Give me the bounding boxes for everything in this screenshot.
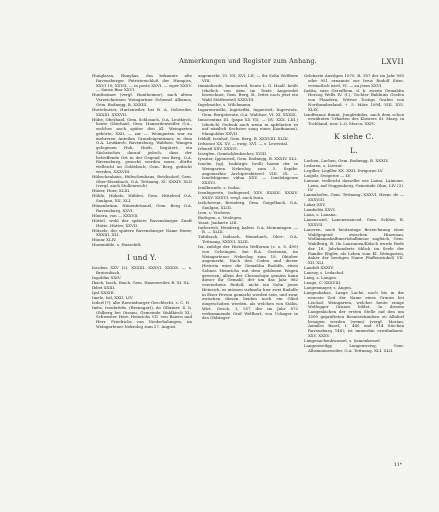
index-entry: Hühle, Hühele, Hüblen, Gem. Hittelred O.A. Saulgau, XII. XLI. [92, 193, 192, 203]
index-entry: Irdsoncz XX. XV. — ewig. XVI. — s. Lewental. [198, 141, 289, 146]
index-entry: Yasat, Jankarte LIII. [198, 219, 238, 225]
index-entry: Ingarenriedhi, Ingiriedbi, Ingaeried, Ingerwotz, Gem. Bergatreute, O.A. Waldsee, VI. XI. XXXIX. [198, 107, 298, 117]
index-entry: Legiller, Legiller XX. XXII. Swigorue LV. [304, 167, 384, 173]
index-entry: Isseglen, Gemüchlenbacher, XVIII. [198, 151, 268, 156]
index-entry: Hünenbrünn, Hünenbrünnel, Gem. Berg O.A. Ravensburg, XXVI. [92, 203, 192, 213]
index-entry: angemerkt, VI. VII. XVI. LII; — ihr Sohn Welfhem VIII. [198, 73, 298, 83]
header-title: Anmerkungen und Register zum Anhang. [179, 58, 317, 65]
index-entry: Isnelin (sg), Isnbürgis (woll) haene der in Weingarten Nekrolog zum 5. Septbr. angemerkte Archipresbiterel VIII. IX. — Isnelebigeme vidua XXV. — Isnelebigeum XXXVI. [198, 161, 298, 185]
index-entry: Huntheimer (vergl. Huntheimer), nach altem Verzeichnissen Weingartner Schemel Albanus, Gem. Bodnegg, B. XXXIII. [92, 92, 192, 107]
index-entry: Lanezy, s. Ledachof. [304, 270, 345, 275]
index-entry: Irbbilf, Isenhof, Gem. Berg, B. XXXVIII. XLIII. [198, 136, 289, 141]
index-entry: Hüner, Huer, XLIII. [92, 188, 131, 194]
index-entry: Hünera, von — XXXVII. [92, 212, 139, 218]
index-entry: Innocentius III. (papa XX VII. — (IV. XXX. LIII.) (ehelich) Gedenk auch wenn in apfelarten es auf nämlich Sechster saug eines Kaufmanns), Mangoldus XXVII. [198, 116, 298, 136]
index-entry: Lana, s. Lanana. [304, 212, 337, 217]
index-entry: Laigolr, Swigeroe — LV. [304, 172, 352, 178]
index-entry: Hurtelmeier, Hurtenwiler, bei B. A. Gebweiler, XXXIII. XXXVII. [92, 106, 192, 117]
index-entry: Hübschenhaus, Hübschenhaus, Reichsdorf, Gem. Ober-Eisenbach, O.A. Tettnang, XI. XXXIV. XLII (vergl. auch Stollenreich). [92, 173, 192, 189]
index-entry: Hüttel, wohl der spätere Ravensburger Zunft Hütte, Hütter, XXVII. [92, 217, 192, 228]
index-column-1 [92, 74, 192, 330]
index-entry: Iren, s. Vrebens. [198, 209, 232, 215]
index-entry: Lange, C. XXXVIII. [304, 280, 342, 285]
index-entry: Orleharte Ausslgen 1070, B. 187 der im Jahr 950 oder 951 ernannte zur Irrus Rudolf Sitze, vermutlich wird, VI. — zu jeem XXVI. [304, 73, 404, 88]
index-entry: Ipsl XXXIII. [92, 289, 115, 295]
index-entry: Ledaren, s. Lievrat. [304, 162, 344, 168]
index-entry: Iseloherent, Brenderg, Gem. Goigelbach, O.A. Saulgau, XLIII. [198, 199, 298, 210]
index-entry: Imele, Isil, XXII. LIV. [92, 294, 134, 300]
index-entry: Iyssitor, Ipponried, Gem. Bodnegg, B. XXXIV. XLI. [198, 156, 298, 161]
index-entry: Hübe, Oberhaid, Gem. Schlosach, O.A. Leutkirch, heute Oberhaid, Gem. Hamerdenweiler O.A., welches noch später den Kl. Weingarten gehörte, XXII. — zur —. Weingarten war zu mehreren Anteilen Grundeigentümer, in dem O.A. Leutkirch, Ravensburg, Waldsee, Wangen gelegenen Hub, Hueb, begütert; ein Sächsisches darauf jedoch, dass der betreffende Ort in der Gegend von Berg, O.A. Ravensburg, gesucht werden muss, dürfte vielleicht an Goldebach, Gem. Berg, gedacht werden, XXXVIII. [92, 116, 192, 174]
index-entry: Iandfranus Bunnt, Jungfridnlos, nach dem schon erwähnten Urkarten des Klosters St. Marg. in Tochliand, usw. L.O. Marca, XXIV. [304, 111, 404, 126]
index-entry: Isnilbrunde, s. Isolas. [198, 185, 241, 190]
index-entry: Isdorf (?), alte Ravensburger Geschlecht, s. C. H. [92, 299, 191, 305]
index-entry: Lakar XXV. [304, 202, 326, 207]
index-entry: Ingelmothe, s. Wilchmann. [198, 102, 252, 107]
index-entry: Landolt XXXIV. [304, 265, 334, 270]
index-entry: Iacobus XXV (2). XXXIII. XXXVI. XXXIX. — s. Brutenbach. [92, 265, 192, 275]
index-entry: Lambelöx XXVI. [304, 207, 336, 212]
index-column-3 [304, 74, 404, 354]
index-entry: Laneren, noch heutzutage Bezeichnung einer Waldgegend zwischen Hinzenau, Wollmannshalbmertzhalbmoor zugleich, Gem. Waldburg, B. (In Lauranien/Kölsch wurde Rede der 16. Jahrhunderts üblich im Seele der Familie Pfigler, als Leben vom Kl. Weingarten, daher der heutigen Name Pfaffenwinkel) VII. XII. XLI. [304, 226, 404, 265]
index-entry: Langenweilgy, Langenweisg, Gem. Albsmannsweiler, O.A. Tettnang, XLI. XLII. [304, 342, 404, 353]
index-entry: Ingoldus XXIV. [92, 274, 122, 280]
index-entry: Langenmayer, s. Ángen. [304, 285, 353, 290]
index-entry: Hussmüble, s. Hussehilt. [92, 242, 142, 248]
index-entry: Ibbet XXIII. [92, 284, 116, 290]
signature-mark: 11* [393, 463, 402, 468]
index-entry: Ihach, Isach, Ibach, Gem. Hasenweiler, B. XI. XL. [92, 279, 191, 285]
index-entry: Hütsele, der spätere Ravensburger Name Huter, XXXIII. XLI. [92, 227, 192, 238]
index-entry: Bodegon, s. Venlegen. [198, 214, 243, 220]
index-entry: Tubilsach, Isidsach, Hemebach, Ober-, O.A. Tettnang, XXXVI. XLIII. [198, 234, 298, 244]
index-entry: Irleneil XXV. XXXVI. [198, 146, 238, 151]
section-heading: I und Y. [127, 253, 157, 262]
section-heading: K siehe C. [334, 131, 374, 141]
index-entry: Imminherde, Immenried, heute L. G. HaalI. heißt (ehelich von dem im Texte Angeredet bezeichnet, Gem. Berg, B., leitet noch jetzt ein Wald Stätfesetel) XXXVIII. [198, 82, 298, 102]
index-entry: Lanenswiel, Lanenswanced, Gem. Schlier, B. XXXVII. [304, 217, 404, 227]
index-entry: Ita, zufolge der Historia Welforum (s. o. S. 490) von Ochsingen, bei B.A. Gestenen, im Weingartener Nekrolog zum 18. Oktober angemerkt. Nach den Codex und dieser Historia wäre die Gemahlin Rudolfs, eines Sohnes Heinrichs mit dem goldenen Wagen gewesen; allein der Chronologie gemäss kann dieser ihr Gemahl, der um das Jahr 962 verstorbene Rudolf, nicht ein Sohn jenes Heinrich, es müssen vielmehr hier zwei Rudolfe in Eiser Person gemacht worden sein, und zwar zwischen diesen beiden noch ein Glied eingeschoben werden, als welchen von Stälin, Wirt. Gesch. I, 557 der im Jahr 872 verkommende Graf Welfhart, von Uckager in des Ohlsinger [198, 244, 298, 321]
index-entry: Isenbigeerte, Issbigeerd, XXV. XXXIII. XXXIV. XXXV. XXXVI. wegl. auch Isoia. [198, 190, 298, 200]
index-entry: Langenachenkwassel, s. Samenkessel. [304, 337, 381, 343]
index-entry: Lachen, Lachen, Gem. Bodnegg, B. XXXIV. [304, 157, 389, 163]
index-entry: Hünnr XLIV. [92, 237, 117, 243]
index-entry: Langenhahse, Lange Lache, noch bis in die neueste Zeit der Name eines Grunes bei Leichof, Weingarten, welcher heute einige Wolfegger Grunes bildet. In diesem Langenlachen der ersten Stelle auf den um 1500 geprüfteten Besatzerkindern zu Albdorf besagen werden (wenn) (vergl. Marian, Annales Basel, I. 440 und 914 Stechen Ravensburg 148); ist immerhin erwähnbarst. XXV. XXXV. [304, 290, 404, 338]
index-entry: Lainsar, vielleicht dasselbe wie Laimi, Laimone, Leim, auf Guggenberg, Gemeinde Ohm, LIV (3). LV. [304, 177, 404, 193]
section-heading: L. [350, 145, 358, 155]
index-column-2 [198, 74, 298, 321]
index-entry: Imbs, Isenbrëdis, (Brenngart), do Olbriner, 4. h. Ohlberg bei Oisnau, Gemeinde Waldkirch XI.; Schwester Herr. Heinrichs VII. von Baiern und Herr. Friedrichs von Niederhohingen, im Weingartener Nekrolog zum 27. August [92, 304, 192, 329]
index-entry: Iudita, suse Gereifhem, d. h. zweite Gemahlin Herzog Welfs IV. (I.), Tochter Balduins Grafen von Flandern, Wittwe Tostigs Grafen von Northumberland, † 5. März 1094, VIII. XVI. XLIX. [304, 87, 404, 112]
index-entry: Iurberiwh, Hemberg, kalest. O.A. Memmingen. — B. — XLIII. [198, 224, 298, 235]
index-entry: Hunglassa, Hunyhas, das bekannte alte Ravensburger Patrizierschloß der Humpiss, XXVI 10; XXVII. — in poste XXVI. — siger XXXV. — Sanse Biar XXVI. [92, 73, 192, 93]
index-entry: Lang, s. Langen. [304, 275, 338, 280]
page-number: LXVII [381, 57, 404, 66]
running-header [92, 58, 404, 70]
index-entry: Lannahofen, Gem. Tettnang, XXXVI. Herm. de — XXXVIII. [304, 192, 404, 202]
